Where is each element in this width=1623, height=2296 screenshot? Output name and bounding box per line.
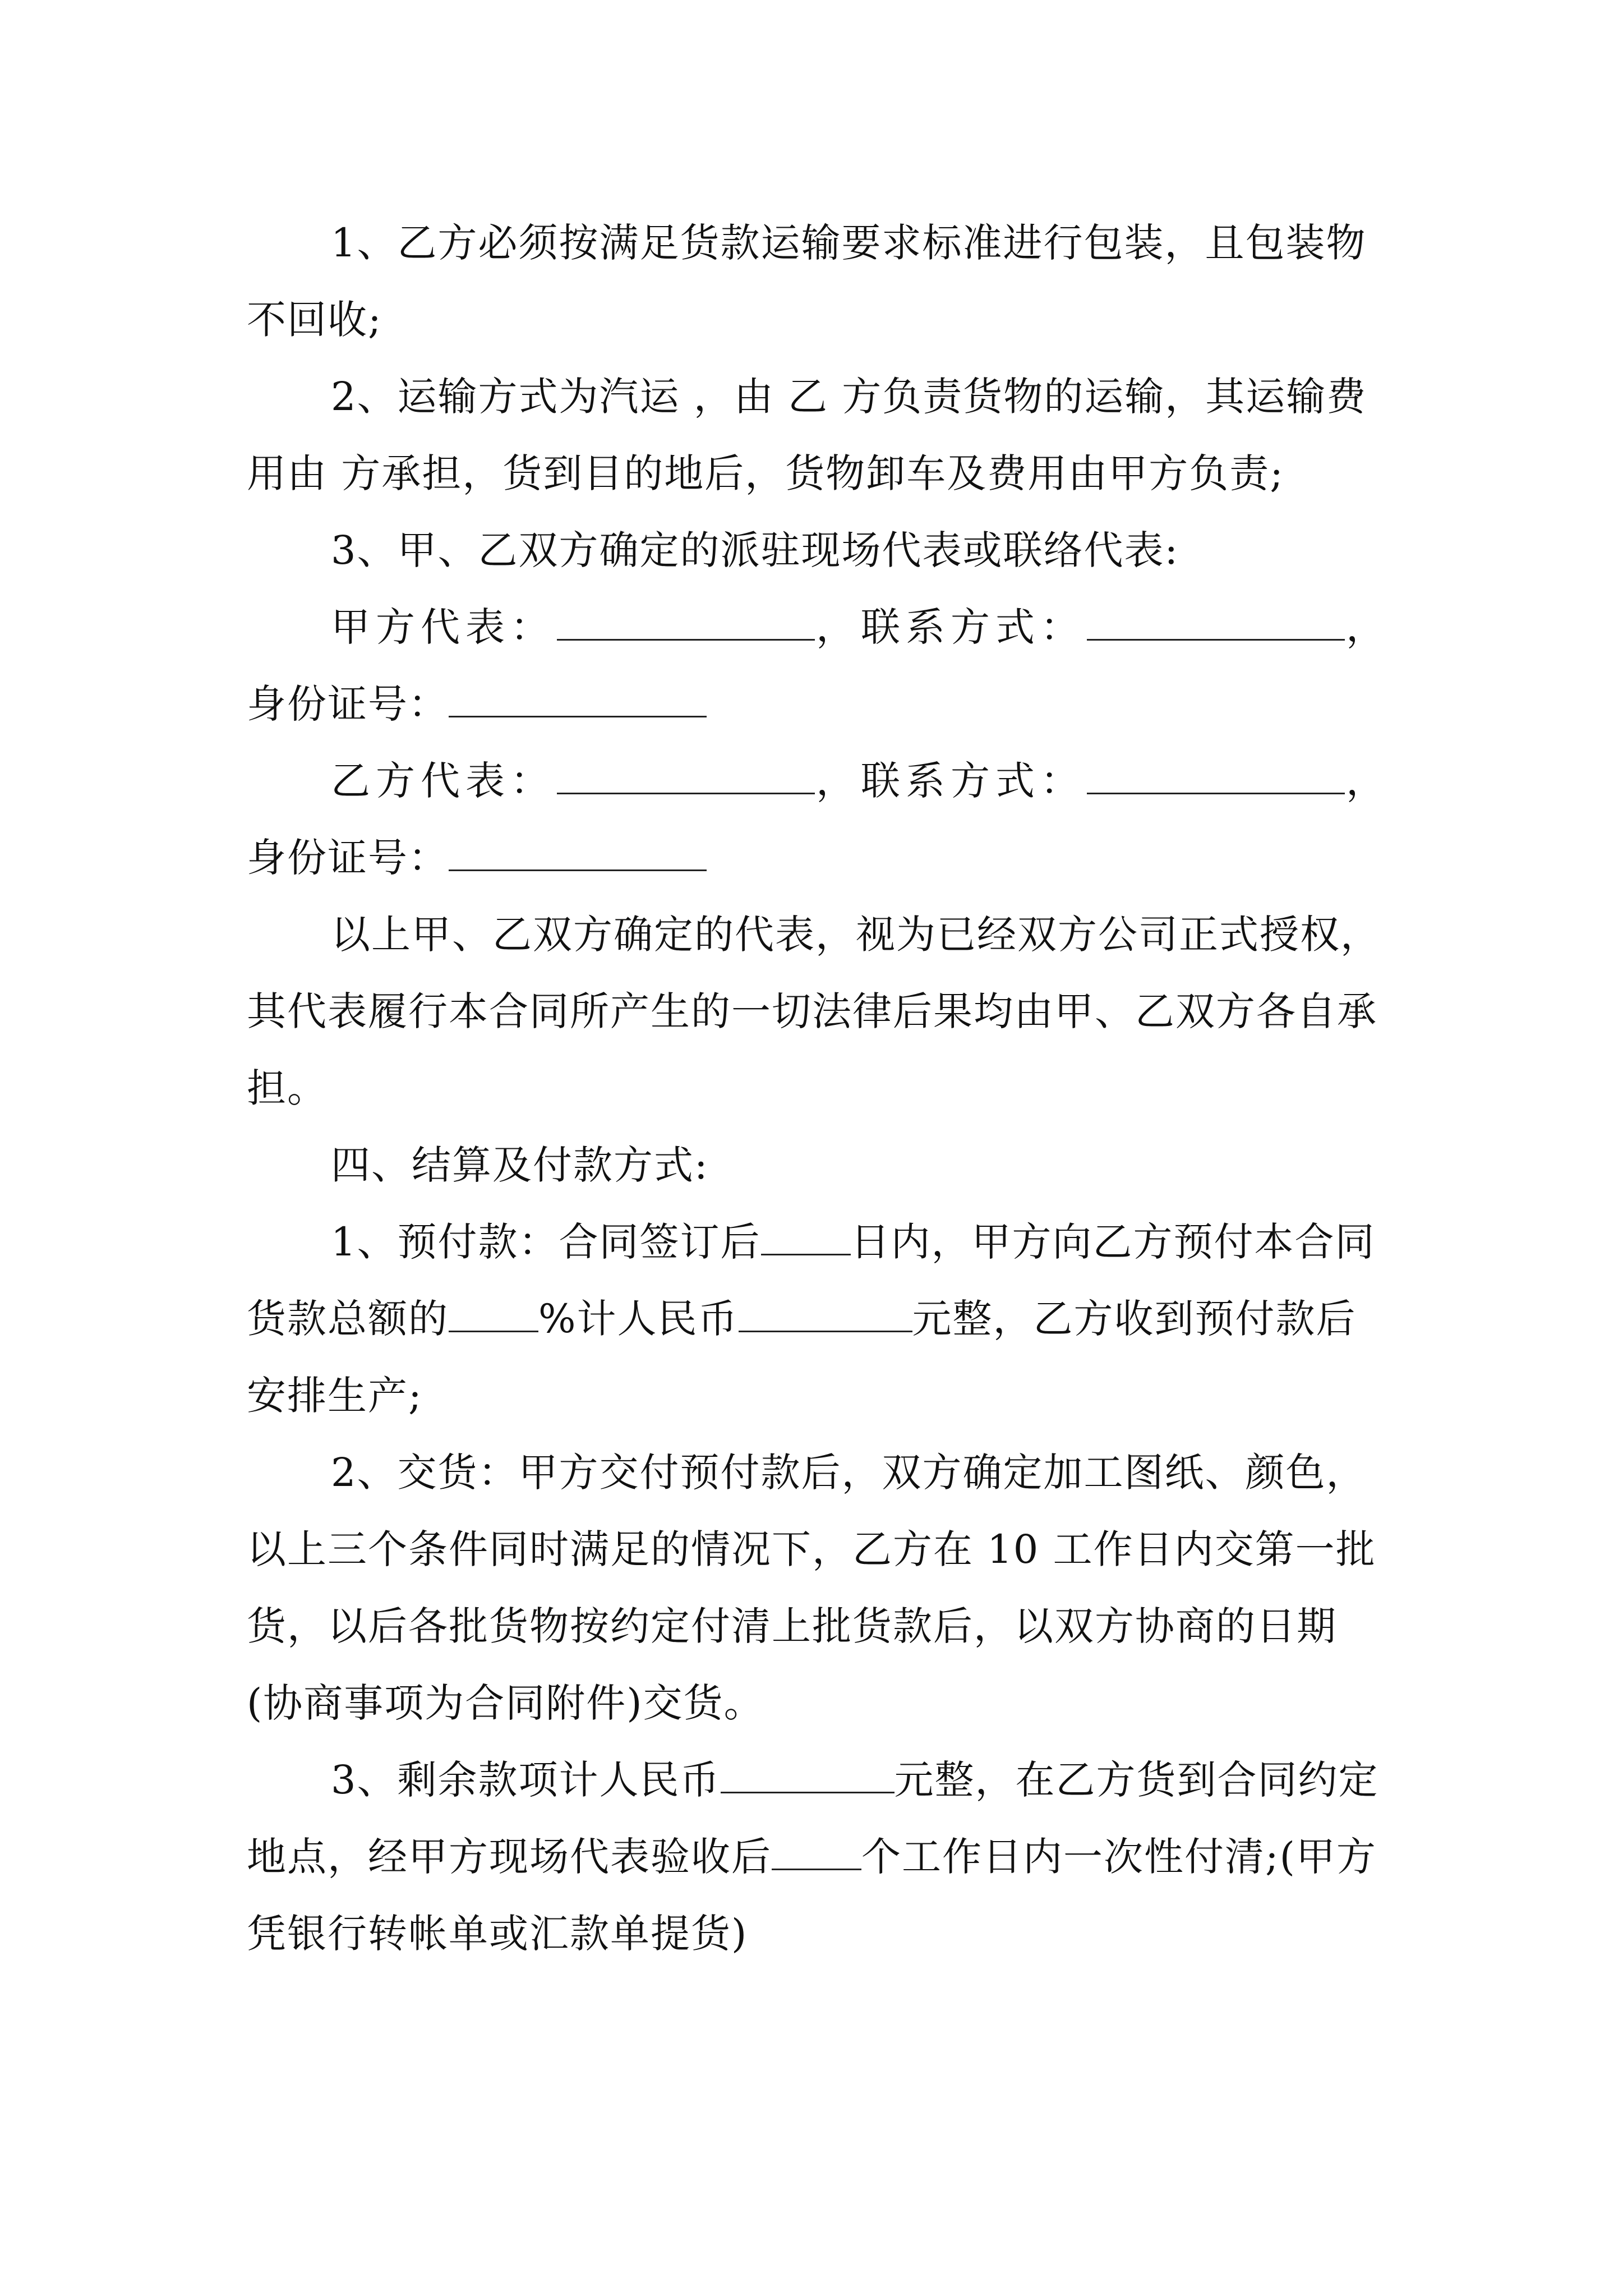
party-a-rep-line bbox=[247, 589, 1391, 666]
party-a-rep-blank bbox=[557, 604, 815, 641]
party-b-id-label: 身份证号： bbox=[247, 835, 449, 881]
clause-authorization: 以上甲、乙双方确定的代表，视为已经双方公司正式授权，其代表履行本合同所产生的一切法律后果均由甲、乙双方各自承担。 bbox=[247, 912, 1381, 1111]
prepayment-text-1: 1、预付款：合同签订后 bbox=[331, 1219, 761, 1265]
party-b-id-line bbox=[247, 820, 1391, 896]
party-a-contact-blank bbox=[1087, 604, 1345, 641]
prepayment-amount-blank bbox=[739, 1296, 912, 1332]
clause-balance bbox=[247, 1742, 1391, 1972]
balance-amount-blank bbox=[721, 1757, 895, 1793]
clause-delivery: 2、交货：甲方交付预付款后，双方确定加工图纸、颜色，以上三个条件同时满足的情况下，乙方在 10 工作日内交第一批货，以后各批货物按约定付清上批货款后，以双方协商的日期(协商事项为合同附件)交货。 bbox=[247, 1450, 1376, 1726]
prepayment-text-2: 日内，甲方向乙方预付本合同货款总额的 bbox=[247, 1219, 1376, 1342]
party-a-tail: ， bbox=[1346, 604, 1391, 650]
clause-representatives: 3、甲、乙双方确定的派驻现场代表或联络代表: bbox=[331, 527, 1179, 573]
party-b-contact-blank bbox=[1087, 758, 1345, 794]
party-a-id-line bbox=[247, 666, 1391, 743]
party-a-id-label: 身份证号： bbox=[247, 681, 449, 727]
party-b-id-blank bbox=[449, 835, 707, 871]
prepayment-text-3: %计人民币 bbox=[538, 1296, 739, 1342]
party-a-id-blank bbox=[449, 681, 707, 717]
party-b-rep-line bbox=[247, 743, 1391, 820]
party-b-rep-blank bbox=[557, 758, 815, 794]
prepayment-percent-blank bbox=[449, 1296, 538, 1332]
party-a-rep-label: 甲方代表： bbox=[331, 604, 555, 650]
balance-text-3: 个工作日内一次性付清;(甲方凭银行转帐单或汇款单提货) bbox=[247, 1834, 1377, 1957]
balance-text-1: 3、剩余款项计人民币 bbox=[331, 1757, 721, 1803]
balance-text-2: 元整，在乙方货到合同约定地点，经甲方现场代表验收后 bbox=[247, 1757, 1379, 1880]
prepayment-days-blank bbox=[761, 1219, 851, 1255]
document-body bbox=[247, 205, 1391, 1972]
clause-packaging: 1、乙方必须按满足货款运输要求标准进行包装，且包装物不回收; bbox=[247, 220, 1367, 343]
party-b-rep-label: 乙方代表： bbox=[331, 758, 555, 804]
section-heading-settlement: 四、结算及付款方式: bbox=[331, 1142, 709, 1188]
party-a-contact-label: ，联系方式： bbox=[816, 604, 1085, 650]
balance-days-blank bbox=[772, 1834, 861, 1870]
clause-transport: 2、运输方式为汽运 ，由 乙 方负责货物的运输，其运输费用由 方承担，货到目的地后，货物卸车及费用由甲方负责; bbox=[247, 374, 1367, 496]
party-b-contact-label: ，联系方式： bbox=[816, 758, 1085, 804]
clause-prepayment bbox=[247, 1204, 1391, 1434]
party-b-tail: ， bbox=[1346, 758, 1391, 804]
prepayment-text-4: 元整，乙方收到预付款后安排生产; bbox=[247, 1296, 1357, 1419]
